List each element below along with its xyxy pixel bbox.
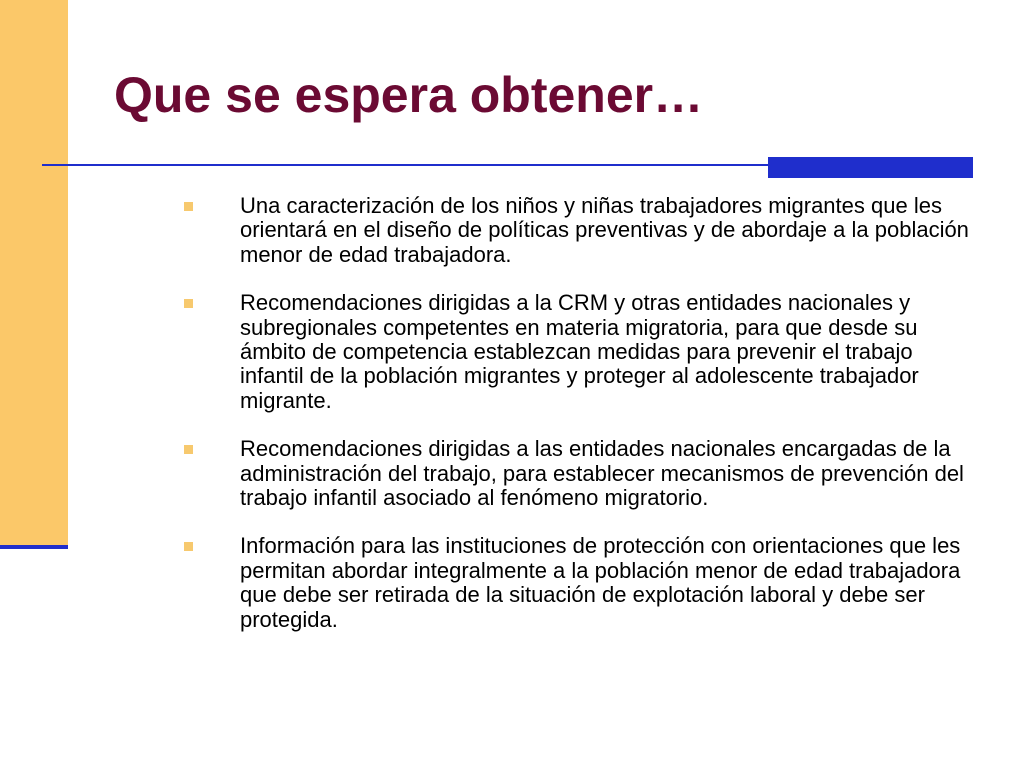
bullet-item <box>180 534 980 632</box>
bullet-text: Recomendaciones dirigidas a la CRM y otras entidades nacionales y subregionales competentes en materia migratoria, para que desde su ámbito de competencia establezcan medidas para prevenir el trabajo infantil de la población migrantes y proteger al adolescente trabajador migrante. <box>240 290 919 413</box>
bullet-text: Recomendaciones dirigidas a las entidades nacionales encargadas de la administración del trabajo, para establecer mecanismos de prevención del trabajo infantil asociado al fenómeno migratorio. <box>240 436 964 511</box>
bullet-item <box>180 194 980 267</box>
square-bullet-icon <box>184 542 193 551</box>
side-accent-bar-edge <box>0 545 68 549</box>
slide-title: Que se espera obtener… <box>114 67 704 123</box>
square-bullet-icon <box>184 202 193 211</box>
bullet-text: Información para las instituciones de protección con orientaciones que les permitan abordar integralmente a la población menor de edad trabajadora que debe ser retirada de la situación de explotación laboral y debe ser protegida. <box>240 533 961 632</box>
title-underline <box>42 164 770 166</box>
square-bullet-icon <box>184 445 193 454</box>
square-bullet-icon <box>184 299 193 308</box>
bullet-item <box>180 437 980 510</box>
title-underline-bar <box>768 157 973 178</box>
bullet-list <box>180 194 980 656</box>
bullet-item <box>180 291 980 413</box>
side-accent-bar <box>0 0 68 545</box>
bullet-text: Una caracterización de los niños y niñas trabajadores migrantes que les orientará en el diseño de políticas preventivas y de abordaje a la población menor de edad trabajadora. <box>240 193 969 267</box>
